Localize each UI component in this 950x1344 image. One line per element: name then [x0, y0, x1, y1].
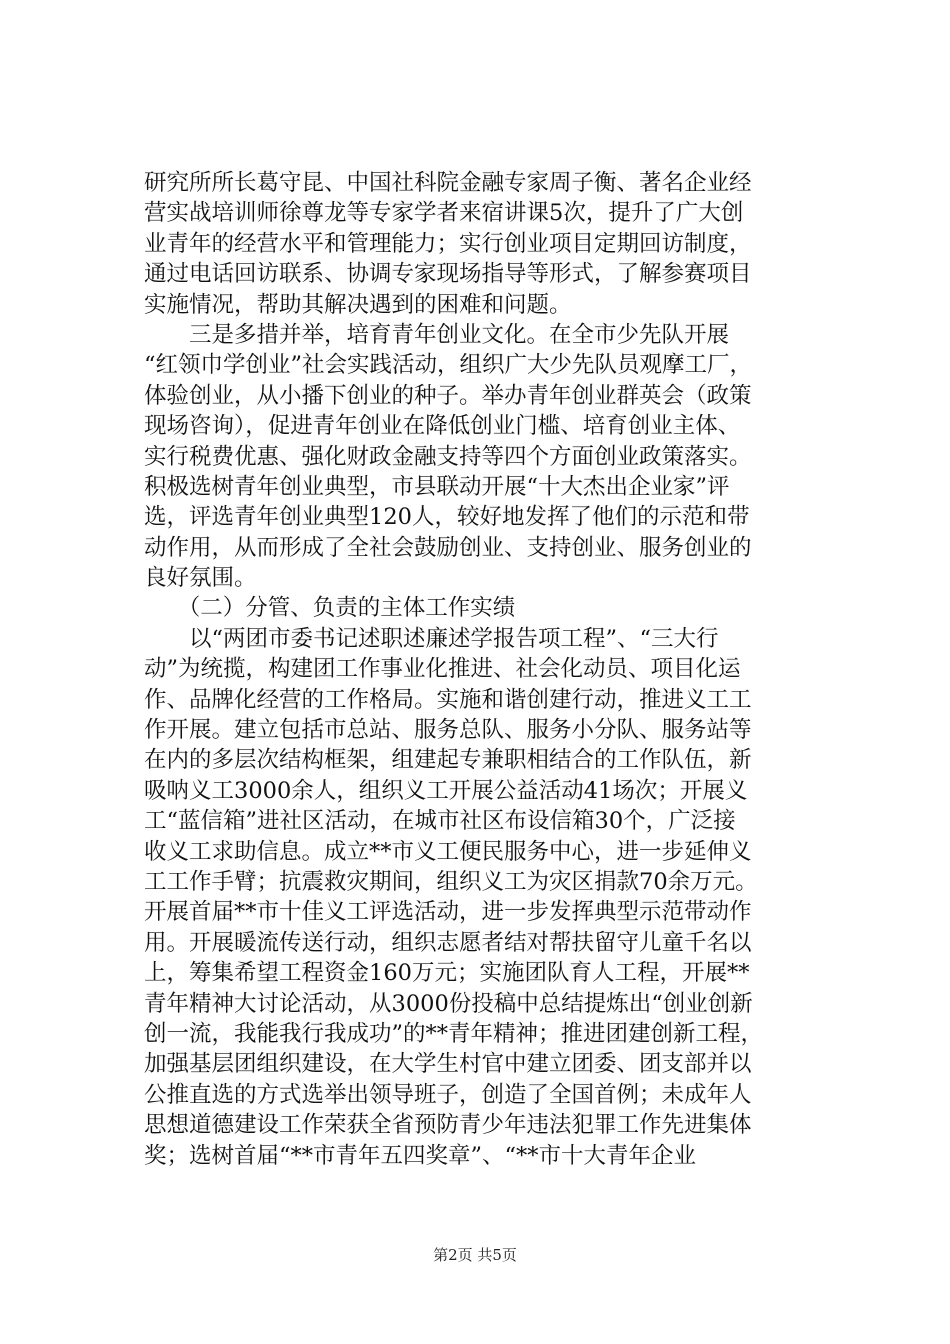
text-line: 实施情况，帮助其解决遇到的困难和问题。: [144, 291, 572, 318]
text-line: （二）分管、负责的主体工作实绩: [144, 595, 516, 622]
text-line: 收义工求助信息。成立**市义工便民服务中心，进一步延伸义: [144, 838, 752, 865]
text-line: “红领巾学创业”社会实践活动，组织广大少先队员观摩工厂，: [144, 352, 753, 379]
text-line: 作、品牌化经营的工作格局。实施和谐创建行动，推进义工工: [144, 686, 752, 713]
text-line: 现场咨询），促进青年创业在降低创业门槛、培育创业主体、: [144, 413, 741, 440]
page-number: 第2页 共5页: [433, 1246, 517, 1264]
text-line: 奖；选树首届“**市青年五四奖章”、“**市十大青年企业: [144, 1142, 697, 1169]
text-line: 积极选树青年创业典型，市县联动开展“十大杰出企业家”评: [144, 473, 730, 500]
text-line: 动”为统揽，构建团工作事业化推进、社会化动员、项目化运: [144, 656, 741, 683]
text-line: 加强基层团组织建设，在大学生村官中建立团委、团支部并以: [144, 1051, 752, 1078]
text-line: 良好氛围。: [144, 565, 257, 592]
page-footer: [0, 1244, 950, 1265]
text-line: 在内的多层次结构框架，组建起专兼职相结合的工作队伍，新: [144, 747, 752, 774]
text-line: 三是多措并举，培育青年创业文化。在全市少先队开展: [144, 321, 730, 348]
text-line: 用。开展暖流传送行动，组织志愿者结对帮扶留守儿童千名以: [144, 929, 752, 956]
text-line: 开展首届**市十佳义工评选活动，进一步发挥典型示范带动作: [144, 899, 752, 926]
document-body: [144, 168, 844, 1171]
text-line: 选，评选青年创业典型120人，较好地发挥了他们的示范和带: [144, 504, 750, 531]
text-line: 工“蓝信箱”进社区活动，在城市社区布设信箱30个，广泛接: [144, 808, 736, 835]
text-line: 作开展。建立包括市总站、服务总队、服务小分队、服务站等: [144, 717, 752, 744]
text-line: 吸呐义工3000余人，组织义工开展公益活动41场次；开展义: [144, 777, 748, 804]
text-line: 公推直选的方式选举出领导班子，创造了全国首例；未成年人: [144, 1081, 752, 1108]
text-line: 创一流，我能我行我成功”的**青年精神；推进团建创新工程，: [144, 1020, 764, 1047]
text-line: 青年精神大讨论活动，从3000份投稿中总结提炼出“创业创新: [144, 990, 753, 1017]
text-line: 体验创业，从小播下创业的种子。举办青年创业群英会（政策: [144, 382, 752, 409]
text-line: 上，筹集希望工程资金160万元；实施团队育人工程，开展**: [144, 960, 750, 987]
text-line: 研究所所长葛守昆、中国社科院金融专家周子衡、著名企业经: [144, 170, 752, 196]
text-line: 通过电话回访联系、协调专家现场指导等形式，了解参赛项目: [144, 261, 752, 288]
text-line: 思想道德建设工作荣获全省预防青少年违法犯罪工作先进集体: [144, 1112, 752, 1139]
text-line: 以“两团市委书记述职述廉述学报告项工程”、“三大行: [144, 625, 719, 652]
text-line: 营实战培训师徐尊龙等专家学者来宿讲课5次，提升了广大创: [144, 200, 744, 227]
text-line: 动作用，从而形成了全社会鼓励创业、支持创业、服务创业的: [144, 534, 752, 561]
text-line: 工工作手臂；抗震救灾期间，组织义工为灾区捐款70余万元。: [144, 868, 758, 895]
text-line: 实行税费优惠、强化财政金融支持等四个方面创业政策落实。: [144, 443, 752, 470]
text-line: 业青年的经营水平和管理能力；实行创业项目定期回访制度，: [144, 230, 752, 257]
